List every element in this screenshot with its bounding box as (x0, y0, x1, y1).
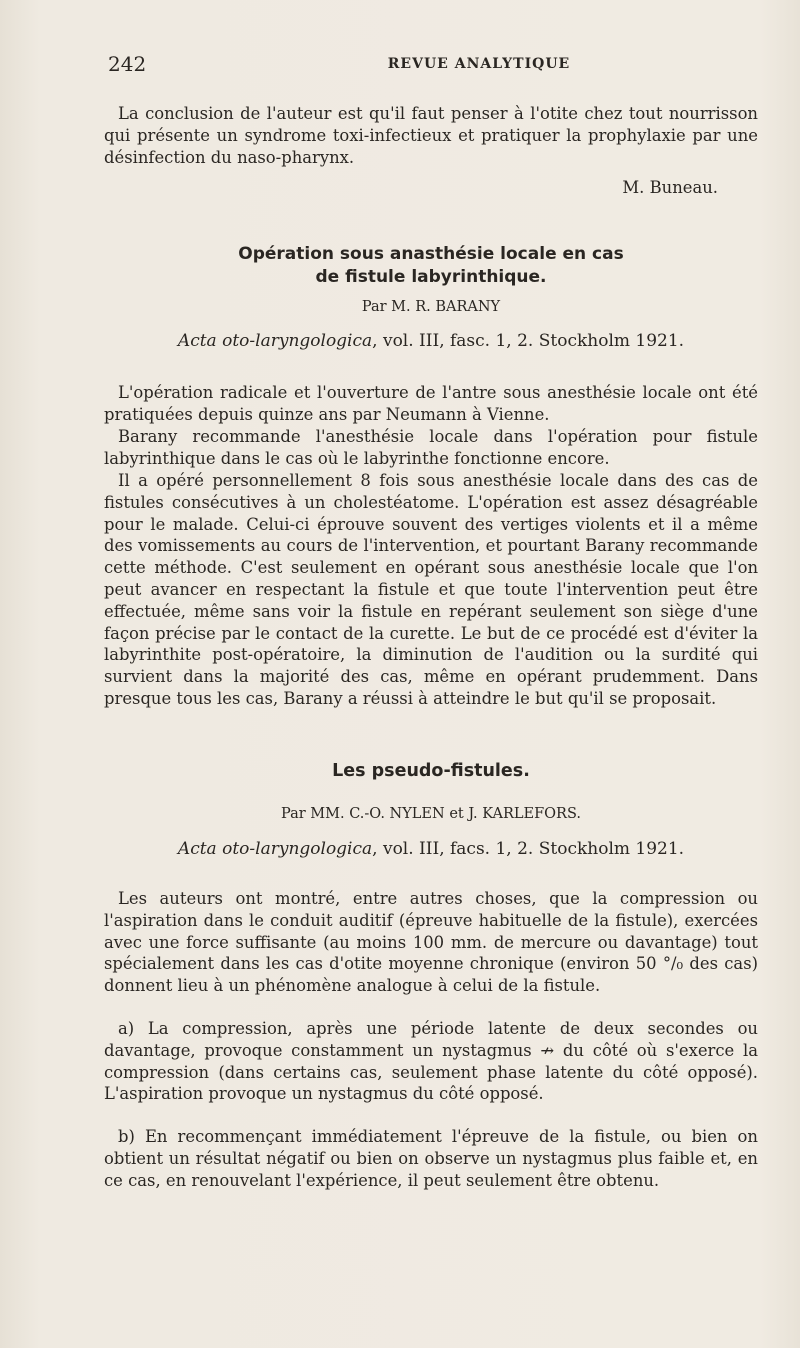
article2-paragraph-3: b) En recommençant immédiatement l'épreuve de la fistule, ou bien on obtient un résultat négatif ou bien on observe un nystagmus plus faible et, en ce cas, en renouvelant l'expérience, il peut seulement être obtenu. (104, 1127, 758, 1190)
intro-signature: M. Buneau. (622, 178, 718, 197)
article2-citation (104, 839, 758, 859)
article2-paragraph-1: Les auteurs ont montré, entre autres choses, que la compression ou l'aspiration dans le conduit auditif (épreuve habituelle de la fistule), exercées avec une force suffisante (au moins 100 mm. de mercure ou davantage) tout spécialement dans les cas d'otite moyenne chronique (environ 50 °/₀ des cas) donnent lieu à un phénomène analogue à celui de la fistule. (104, 889, 758, 996)
article2-citation-details: , vol. III, facs. 1, 2. Stockholm 1921. (372, 839, 685, 859)
article1-paragraph-1: L'opération radicale et l'ouverture de l'antre sous anesthésie locale ont été pratiquées depuis quinze ans par Neumann à Vienne. (104, 383, 758, 424)
article1-title-line2: de fistule labyrinthique. (315, 267, 547, 287)
article2-paragraph-2: a) La compression, après une période latente de deux secondes ou davantage, provoque constamment un nystagmus ↛ du côté où s'exerce la compression (dans certains cas, seulement phase latente du côté opposé). L'aspiration provoque un nystagmus du côté opposé. (104, 1019, 758, 1104)
running-head: REVUE ANALYTIQUE (387, 56, 571, 72)
article1-paragraph-3: Il a opéré personnellement 8 fois sous anesthésie locale dans des cas de fistules consécutives à un cholestéatome. L'opération est assez désagréable pour le malade. Celui-ci éprouve souvent des vertiges violents et il a même des vomissements au cours de l'intervention, et pourtant Barany recommande cette méthode. C'est seulement en opérant sous anesthésie locale que l'on peut avancer en respectant la fistule et que toute l'intervention peut être effectuée, même sans voir la fistule en repérant seulement son siège d'une façon précise par le contact de la curette. Le but de ce procédé est d'éviter la labyrinthite post-opératoire, la diminution de l'audition ou la surdité qui survient dans la majorité des cas, même en opérant prudemment. Dans presque tous les cas, Barany a réussi à atteindre le but qu'il se proposait. (104, 471, 758, 708)
article1-journal: Acta oto-laryngologica (177, 331, 373, 351)
intro-paragraph: La conclusion de l'auteur est qu'il faut penser à l'otite chez tout nourrisson qui présente un syndrome toxi-infectieux et pratiquer la prophylaxie par une désinfection du naso-pharynx. (104, 104, 758, 167)
article1-byline: Par M. R. BARANY (361, 299, 501, 315)
article2-journal: Acta oto-laryngologica (177, 839, 373, 859)
article1-title-line1: Opération sous anasthésie locale en cas (238, 244, 624, 264)
article1-citation (104, 331, 758, 351)
page-number: 242 (108, 52, 147, 76)
article2-title: Les pseudo-fistules. (332, 761, 530, 781)
page-header (108, 52, 740, 82)
article1-citation-details: , vol. III, fasc. 1, 2. Stockholm 1921. (372, 331, 685, 351)
article1-paragraph-2: Barany recommande l'anesthésie locale dans l'opération pour fistule labyrinthique dans le cas où le labyrinthe fonctionne encore. (104, 427, 758, 468)
article2-byline: Par MM. C.-O. NYLEN et J. KARLEFORS. (281, 806, 581, 822)
